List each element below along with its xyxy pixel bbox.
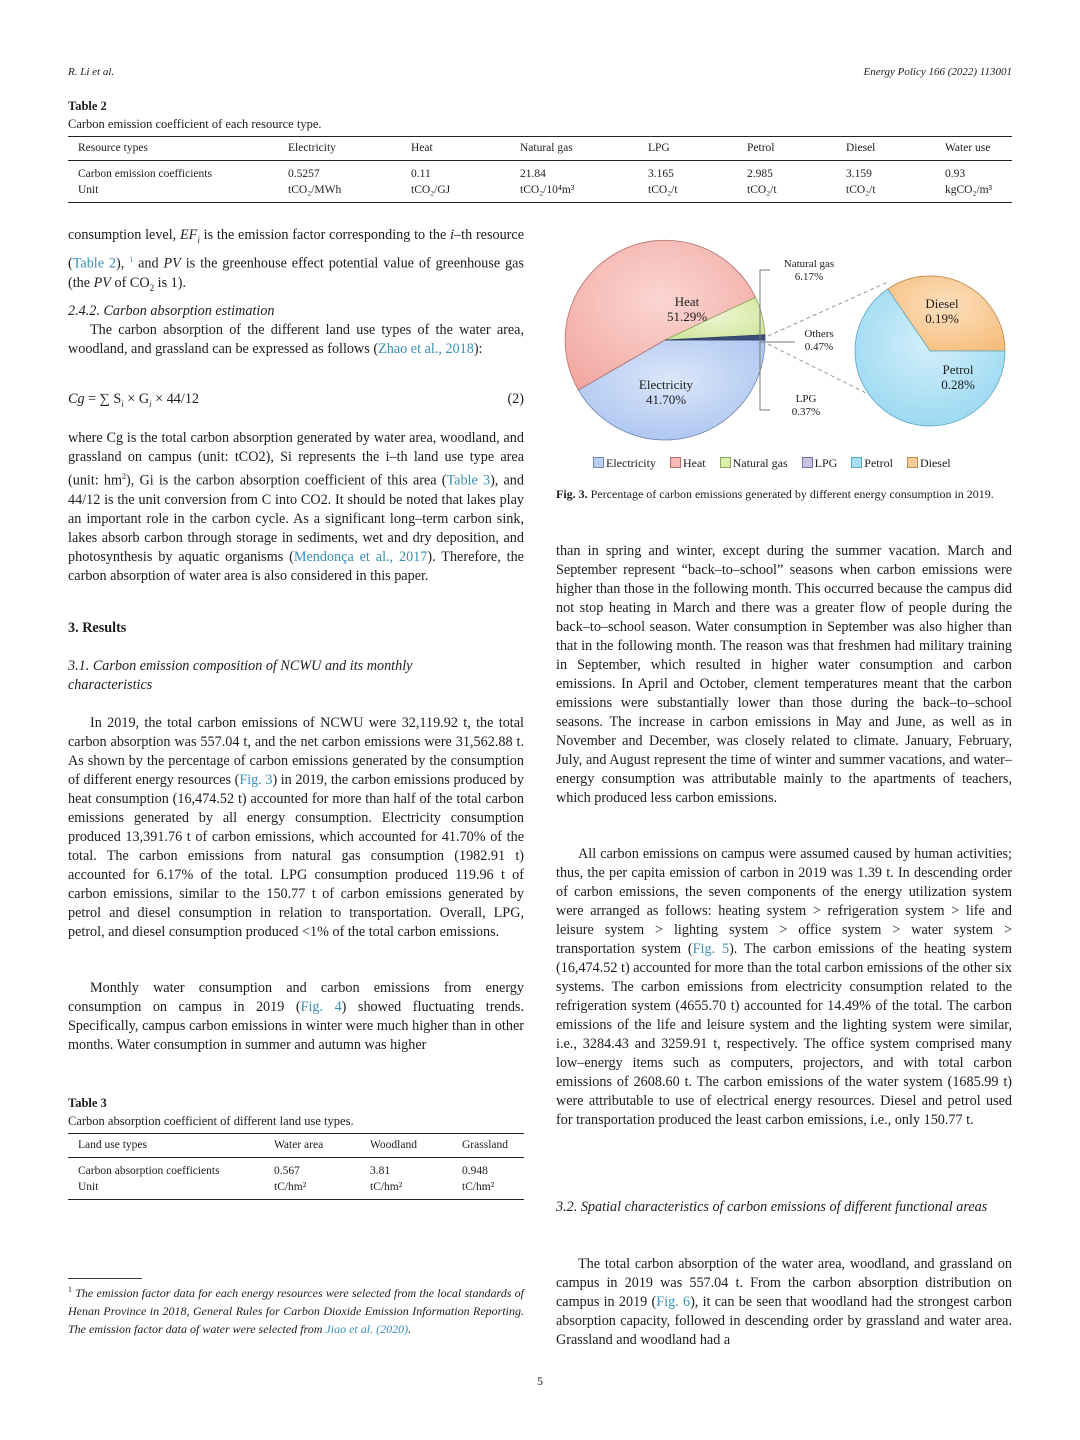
section-heading-3-2: 3.2. Spatial characteristics of carbon emissions of different functional areas	[556, 1199, 988, 1215]
page-number: 5	[537, 1374, 543, 1388]
table2-cell: tCO₂/MWh	[288, 184, 342, 196]
table2-col-header: Heat	[411, 142, 433, 154]
paragraph-emission-factor: consumption level, $EF_i$ is the emission factor corresponding to the i–th resource (Table 2), $^1$ and PV is the greenhouse effect potential value of greenhouse gas (the PV of $CO_2$ is 1).	[68, 227, 525, 293]
legend-item-natural-gas: Natural gas	[720, 456, 788, 471]
table3-cell: tC/hm²	[274, 1181, 307, 1193]
table3	[68, 1133, 524, 1200]
table3-cell: tC/hm²	[370, 1181, 403, 1193]
citation-link[interactable]: Mendonça et al., 2017	[293, 548, 428, 565]
table3-cell: 0.948	[462, 1165, 488, 1177]
table2-header-row	[68, 137, 1012, 161]
table3-col-header: Land use types	[78, 1139, 147, 1151]
fig3-link[interactable]: Fig. 3	[239, 772, 273, 788]
figure3-caption: Fig. 3. Percentage of carbon emissions generated by different energy consumption in 2019.	[556, 487, 994, 501]
table3-link[interactable]: Table 3	[446, 472, 491, 489]
table3-col-header: Grassland	[462, 1139, 508, 1151]
table2-col-header: Electricity	[288, 142, 336, 154]
section-heading-results: 3. Results	[68, 620, 127, 636]
equation-number: (2)	[507, 391, 524, 407]
table2-cell: tCO₂/t	[846, 184, 876, 196]
table3-col-header: Woodland	[370, 1139, 417, 1151]
table3-cell: Carbon absorption coefficients	[78, 1165, 220, 1177]
table3-cell: tC/hm²	[462, 1181, 495, 1193]
fig6-link[interactable]: Fig. 6	[656, 1294, 691, 1310]
table3-cell: Unit	[78, 1181, 99, 1193]
table2-cell: 3.159	[846, 168, 872, 180]
running-header-journal: Energy Policy 166 (2022) 113001	[863, 66, 1012, 78]
table2-cell: 3.165	[648, 168, 674, 180]
table3-caption: Carbon absorption coefficient of different land use types.	[68, 1114, 354, 1128]
paragraph-absorption: The total carbon absorption of the water area, woodland, and grassland on campus in 2019 was 557.04 t. From the carbon absorption distribution on campus in 2019 (Fig. 6), it can be seen that woodland had the strongest carbon absorption capacity, followed in descending order by grassland and water area. Grassland and woodland had a	[556, 1256, 1012, 1348]
equation-2: Cg = ∑ $S_i \times G_i \times 44/12$ (2)	[68, 391, 524, 409]
label-electricity: Electricity 41.70%	[638, 377, 694, 407]
table2-cell: 0.93	[945, 168, 966, 180]
table2-cell: tCO₂/10⁴m³	[520, 184, 575, 196]
running-header-authors: R. Li et al.	[68, 66, 115, 78]
table2-cell: 0.5257	[288, 168, 320, 180]
footnote-ref-link[interactable]: 1	[129, 254, 134, 264]
legend-item-electricity: Electricity	[593, 456, 656, 471]
footnote: $^1$ The emission factor data for each energy resources were selected from the local standards of Henan Province in 2018, General Rules for Carbon Dioxide Emission Information Reporting. The emission factor data of water were selected from Jiao et al. (2020).	[68, 1285, 524, 1336]
label-heat: Heat 51.29%	[666, 294, 708, 324]
table2-cell: 0.11	[411, 168, 431, 180]
table-row	[68, 1179, 524, 1200]
table2-cell: tCO₂/t	[648, 184, 678, 196]
paragraph-per-capita: All carbon emissions on campus were assumed caused by human activities; thus, the per capita emission of carbon in 2019 was 1.39 t. In descending order of carbon emissions, the seven components of the energy utilization system were arranged as follows: heating system > refrigeration system > life and leisure system > lighting system > office system > water system > transportation system (Fig. 5). The carbon emissions of the heating system (16,474.52 t) accounted for more than the total carbon emissions of the other six systems. The carbon emissions from electricity consumption related to the refrigeration system (4655.70 t) accounted for 14.49% of the total. The carbon emissions of the life and leisure system and the lighting system were similar, i.e., 3284.43 and 3259.91 t, respectively. The office system comprised many low–energy items such as computers, projectors, and with total carbon emissions of 2608.60 t. The carbon emissions of the water system (1685.99 t) were attributable to use of electrical energy resources. Diesel and petrol used for transportation produced the least carbon emissions, i.e., only 150.77 t.	[556, 846, 1012, 1128]
figure3-chart	[556, 236, 1016, 476]
table3-col-header: Water area	[274, 1139, 324, 1151]
legend-item-lpg: LPG	[802, 456, 838, 471]
label-petrol: Petrol 0.28%	[941, 362, 975, 392]
legend-item-petrol: Petrol	[851, 456, 893, 471]
table2-col-header: LPG	[648, 142, 670, 154]
fig5-link[interactable]: Fig. 5	[692, 941, 730, 957]
table3-cell: 3.81	[370, 1165, 391, 1177]
label-natural-gas: Natural gas 6.17%	[783, 258, 835, 283]
table-row	[68, 1158, 524, 1180]
label-lpg: LPG 0.37%	[791, 393, 821, 418]
figure3-legend	[593, 456, 951, 471]
fig4-link[interactable]: Fig. 4	[300, 999, 342, 1015]
paragraph-seasonal: than in spring and winter, except during the summer vacation. March and September represent “back–to–school” seasons when carbon emissions were higher than those in the following month. This occurred because the campus did not stop heating in March and there was a greater flow of people during the back–to–school season. Water consumption in September was also higher than that in the following month. The reason was that freshmen had military training in September, which resulted in higher water consumption and carbon emissions. In April and October, clement temperatures meant that the carbon emissions were substantially lower than those during the back–to–school seasons. The increase in carbon emissions in May and June, as well as in November and December, was closely related to climate. January, February, July, and August represent the time of winter and summer vacations, and water–energy consumption was attributable mainly to the apartments of teachers, which produced less carbon emissions.	[556, 543, 1012, 806]
section-heading-2-4-2: 2.4.2. Carbon absorption estimation	[68, 303, 275, 319]
table-row	[68, 182, 1012, 203]
table2-col-header: Diesel	[846, 142, 876, 154]
paragraph-carbon-absorption: The carbon absorption of the different land use types of the water area, woodland, and grassland can be expressed as follows (Zhao et al., 2018):	[68, 322, 524, 357]
table2	[68, 136, 1012, 203]
table2-cell: 2.985	[747, 168, 773, 180]
citation-link[interactable]: Zhao et al., 2018	[378, 341, 474, 357]
paragraph-monthly: Monthly water consumption and carbon emissions from energy consumption on campus in 2019 (Fig. 4) showed fluctuating trends. Specifically, campus carbon emissions in winter were much higher than in other months. Water consumption in summer and autumn was higher	[68, 980, 524, 1053]
table2-caption: Carbon emission coefficient of each resource type.	[68, 117, 322, 131]
footnote-divider	[68, 1278, 142, 1279]
main-pie	[565, 240, 765, 440]
paragraph-where-cg: where Cg is the total carbon absorption generated by water area, woodland, and grassland on campus (unit: tCO2), Si represents the i–th land use type area (unit: $hm^2$), Gi is the carbon absorption coefficient of this area (Table 3), and 44/12 is the unit conversion from C into CO2. It should be noted that lakes play an important role in the carbon cycle. As a significant long–term carbon sink, lakes absorb carbon through storage in sediments, wet and dry deposition, and photosynthesis by aquatic organisms (Mendonça et al., 2017). Therefore, the carbon absorption of water area is also considered in this paper.	[68, 430, 524, 584]
table3-header-row	[68, 1134, 524, 1158]
table2-col-header: Petrol	[747, 142, 775, 154]
table3-cell: 0.567	[274, 1165, 300, 1177]
table2-cell: 21.84	[520, 168, 546, 180]
section-heading-3-1: 3.1. Carbon emission composition of NCWU and its monthly characteristics	[68, 658, 413, 693]
table3-label: Table 3	[68, 1096, 107, 1110]
table2-label: Table 2	[68, 99, 107, 113]
table2-link[interactable]: Table 2	[72, 255, 117, 272]
table2-cell: tCO₂/t	[747, 184, 777, 196]
table2-cell: Unit	[78, 184, 99, 196]
table2-col-header: Water use	[945, 142, 991, 154]
paragraph-total-emissions: In 2019, the total carbon emissions of NCWU were 32,119.92 t, the total carbon absorption was 557.04 t, and the net carbon emissions were 31,562.88 t. As shown by the percentage of carbon emissions generated by the consumption of different energy resources (Fig. 3) in 2019, the carbon emissions produced by heat consumption (16,474.52 t) accounted for more than half of the total carbon emissions generated by all energy consumption. Electricity consumption produced 13,391.76 t of carbon emissions, which accounted for 41.70% of the total. The carbon emissions from natural gas consumption (1982.91 t) accounted for 6.17% of the total. LPG consumption produced 119.96 t of carbon emissions, similar to the 150.77 t of carbon emissions generated by petrol and diesel consumption in relation to transportation. Overall, LPG, petrol, and diesel consumption produced <1% of the total carbon emissions.	[68, 715, 524, 940]
table-row	[68, 161, 1012, 183]
label-others: Others 0.47%	[804, 328, 834, 353]
table2-cell: tCO₂/GJ	[411, 184, 451, 196]
citation-link[interactable]: Jiao et al. (2020)	[325, 1322, 409, 1336]
table2-cell: Carbon emission coefficients	[78, 168, 212, 180]
table2-col-header: Resource types	[78, 142, 148, 154]
legend-item-heat: Heat	[670, 456, 706, 471]
table2-cell: kgCO₂/m³	[945, 184, 993, 196]
table2-col-header: Natural gas	[520, 142, 573, 154]
legend-item-diesel: Diesel	[907, 456, 951, 471]
label-diesel: Diesel 0.19%	[925, 296, 959, 326]
